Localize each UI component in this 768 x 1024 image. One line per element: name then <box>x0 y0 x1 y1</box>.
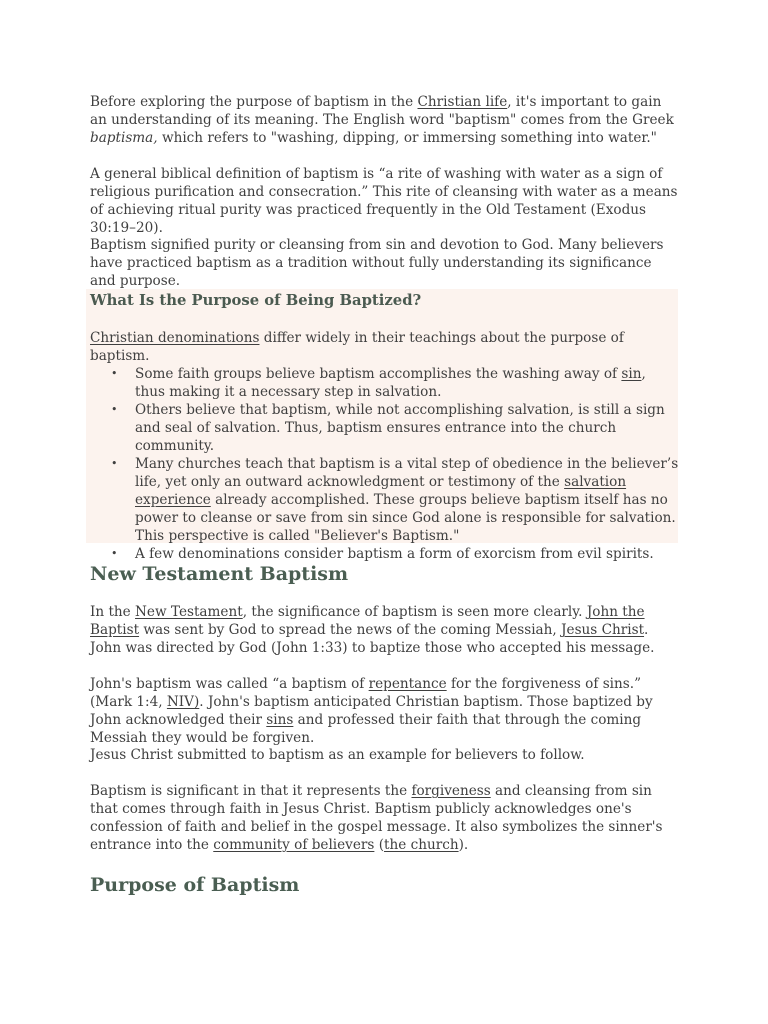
text: ). <box>458 837 469 853</box>
new-testament-paragraph-2 <box>90 675 680 747</box>
text: Many churches teach that baptism is a vital step of obedience in the believer’s life, yet only an outward acknowledgment or testimony of the <box>135 456 679 490</box>
community-of-believers-link[interactable]: community of believers <box>213 837 375 853</box>
text: and cleansing from sin that comes through faith in Jesus Christ. Baptism publicly acknowledges one's confession of faith and belief in the gospel message. It also symbolizes the sinner's entrance into the <box>90 783 663 853</box>
christian-life-link[interactable]: Christian life <box>417 94 508 110</box>
bullet-icon: • <box>111 457 118 470</box>
text: In the <box>90 604 136 620</box>
purpose-bullet-list <box>90 365 680 563</box>
text: Some faith groups believe baptism accomplishes the washing away of <box>135 366 622 382</box>
christian-denominations-link[interactable]: Christian denominations <box>90 330 260 346</box>
text: and professed their faith that through the coming Messiah they would be forgiven. <box>90 712 642 746</box>
intro-paragraph-3: Baptism signified purity or cleansing from sin and devotion to God. Many believers have practiced baptism as a tradition without fully understanding its significance and purpose. <box>90 237 664 289</box>
text: John's baptism was called “a baptism of <box>90 676 369 692</box>
bullet-icon: • <box>111 403 118 416</box>
text: , it's important to gain an understanding of its meaning. The English word "baptism" comes from the Greek <box>90 94 674 128</box>
salvation-experience-link[interactable]: salvation experience <box>135 474 627 508</box>
bullet-icon: • <box>111 547 118 560</box>
text: differ widely in their teachings about the purpose of baptism. <box>90 330 624 364</box>
text: . John was directed by God (John 1:33) to baptize those who accepted his message. <box>90 622 655 656</box>
forgiveness-link[interactable]: forgiveness <box>411 783 491 799</box>
new-testament-paragraph-4 <box>90 782 680 854</box>
repentance-link[interactable]: repentance <box>368 676 447 692</box>
sin-link[interactable]: sin <box>621 366 642 382</box>
new-testament-link[interactable]: New Testament <box>135 604 243 620</box>
intro-paragraph-1 <box>90 93 680 147</box>
baptisma-term: baptisma, <box>90 130 158 146</box>
text: , thus making it a necessary step in salvation. <box>135 366 646 400</box>
purpose-question-heading: What Is the Purpose of Being Baptized? <box>90 292 422 309</box>
text: was sent by God to spread the news of the coming Messiah, <box>139 622 562 638</box>
jesus-christ-link[interactable]: Jesus Christ <box>561 622 645 638</box>
text: for the forgiveness of sins.” (Mark 1:4, <box>90 676 642 710</box>
purpose-of-baptism-heading: Purpose of Baptism <box>90 874 300 896</box>
text: Others believe that baptism, while not accomplishing salvation, is still a sign and seal of salvation. Thus, baptism ensures entrance into the church community. <box>135 402 665 454</box>
list-item <box>90 455 680 545</box>
bullet-icon: • <box>111 367 118 380</box>
the-church-link[interactable]: the church <box>384 837 459 853</box>
text: , the significance of baptism is seen more clearly. <box>242 604 587 620</box>
text: ( <box>374 837 385 853</box>
sins-link[interactable]: sins <box>266 712 294 728</box>
text: Baptism is significant in that it represents the <box>90 783 412 799</box>
john-the-baptist-link[interactable]: John the Baptist <box>90 604 645 638</box>
text: already accomplished. These groups believe baptism itself has no power to cleanse or save from sin since God alone is responsible for salvation. This perspective is called "Believer's Baptism." <box>135 492 676 544</box>
denominations-paragraph <box>90 329 680 365</box>
text: A few denominations consider baptism a form of exorcism from evil spirits. <box>135 546 654 562</box>
new-testament-paragraph-1 <box>90 603 680 657</box>
list-item <box>90 365 680 401</box>
text: Before exploring the purpose of baptism in the <box>90 94 418 110</box>
text: which refers to "washing, dipping, or immersing something into water." <box>157 130 657 146</box>
new-testament-paragraph-3: Jesus Christ submitted to baptism as an example for believers to follow. <box>90 747 585 763</box>
new-testament-heading: New Testament Baptism <box>90 563 349 585</box>
list-item <box>90 401 680 455</box>
intro-paragraph-2: A general biblical definition of baptism is “a rite of washing with water as a sign of religious purification and consecration.” This rite of cleansing with water as a means of achieving ritual purity was practiced frequently in the Old Testament (Exodus 30:19–20). <box>90 166 678 236</box>
niv-link[interactable]: NIV) <box>166 694 200 710</box>
text: . John's baptism anticipated Christian baptism. Those baptized by John acknowledged their <box>90 694 653 728</box>
list-item <box>90 545 680 563</box>
